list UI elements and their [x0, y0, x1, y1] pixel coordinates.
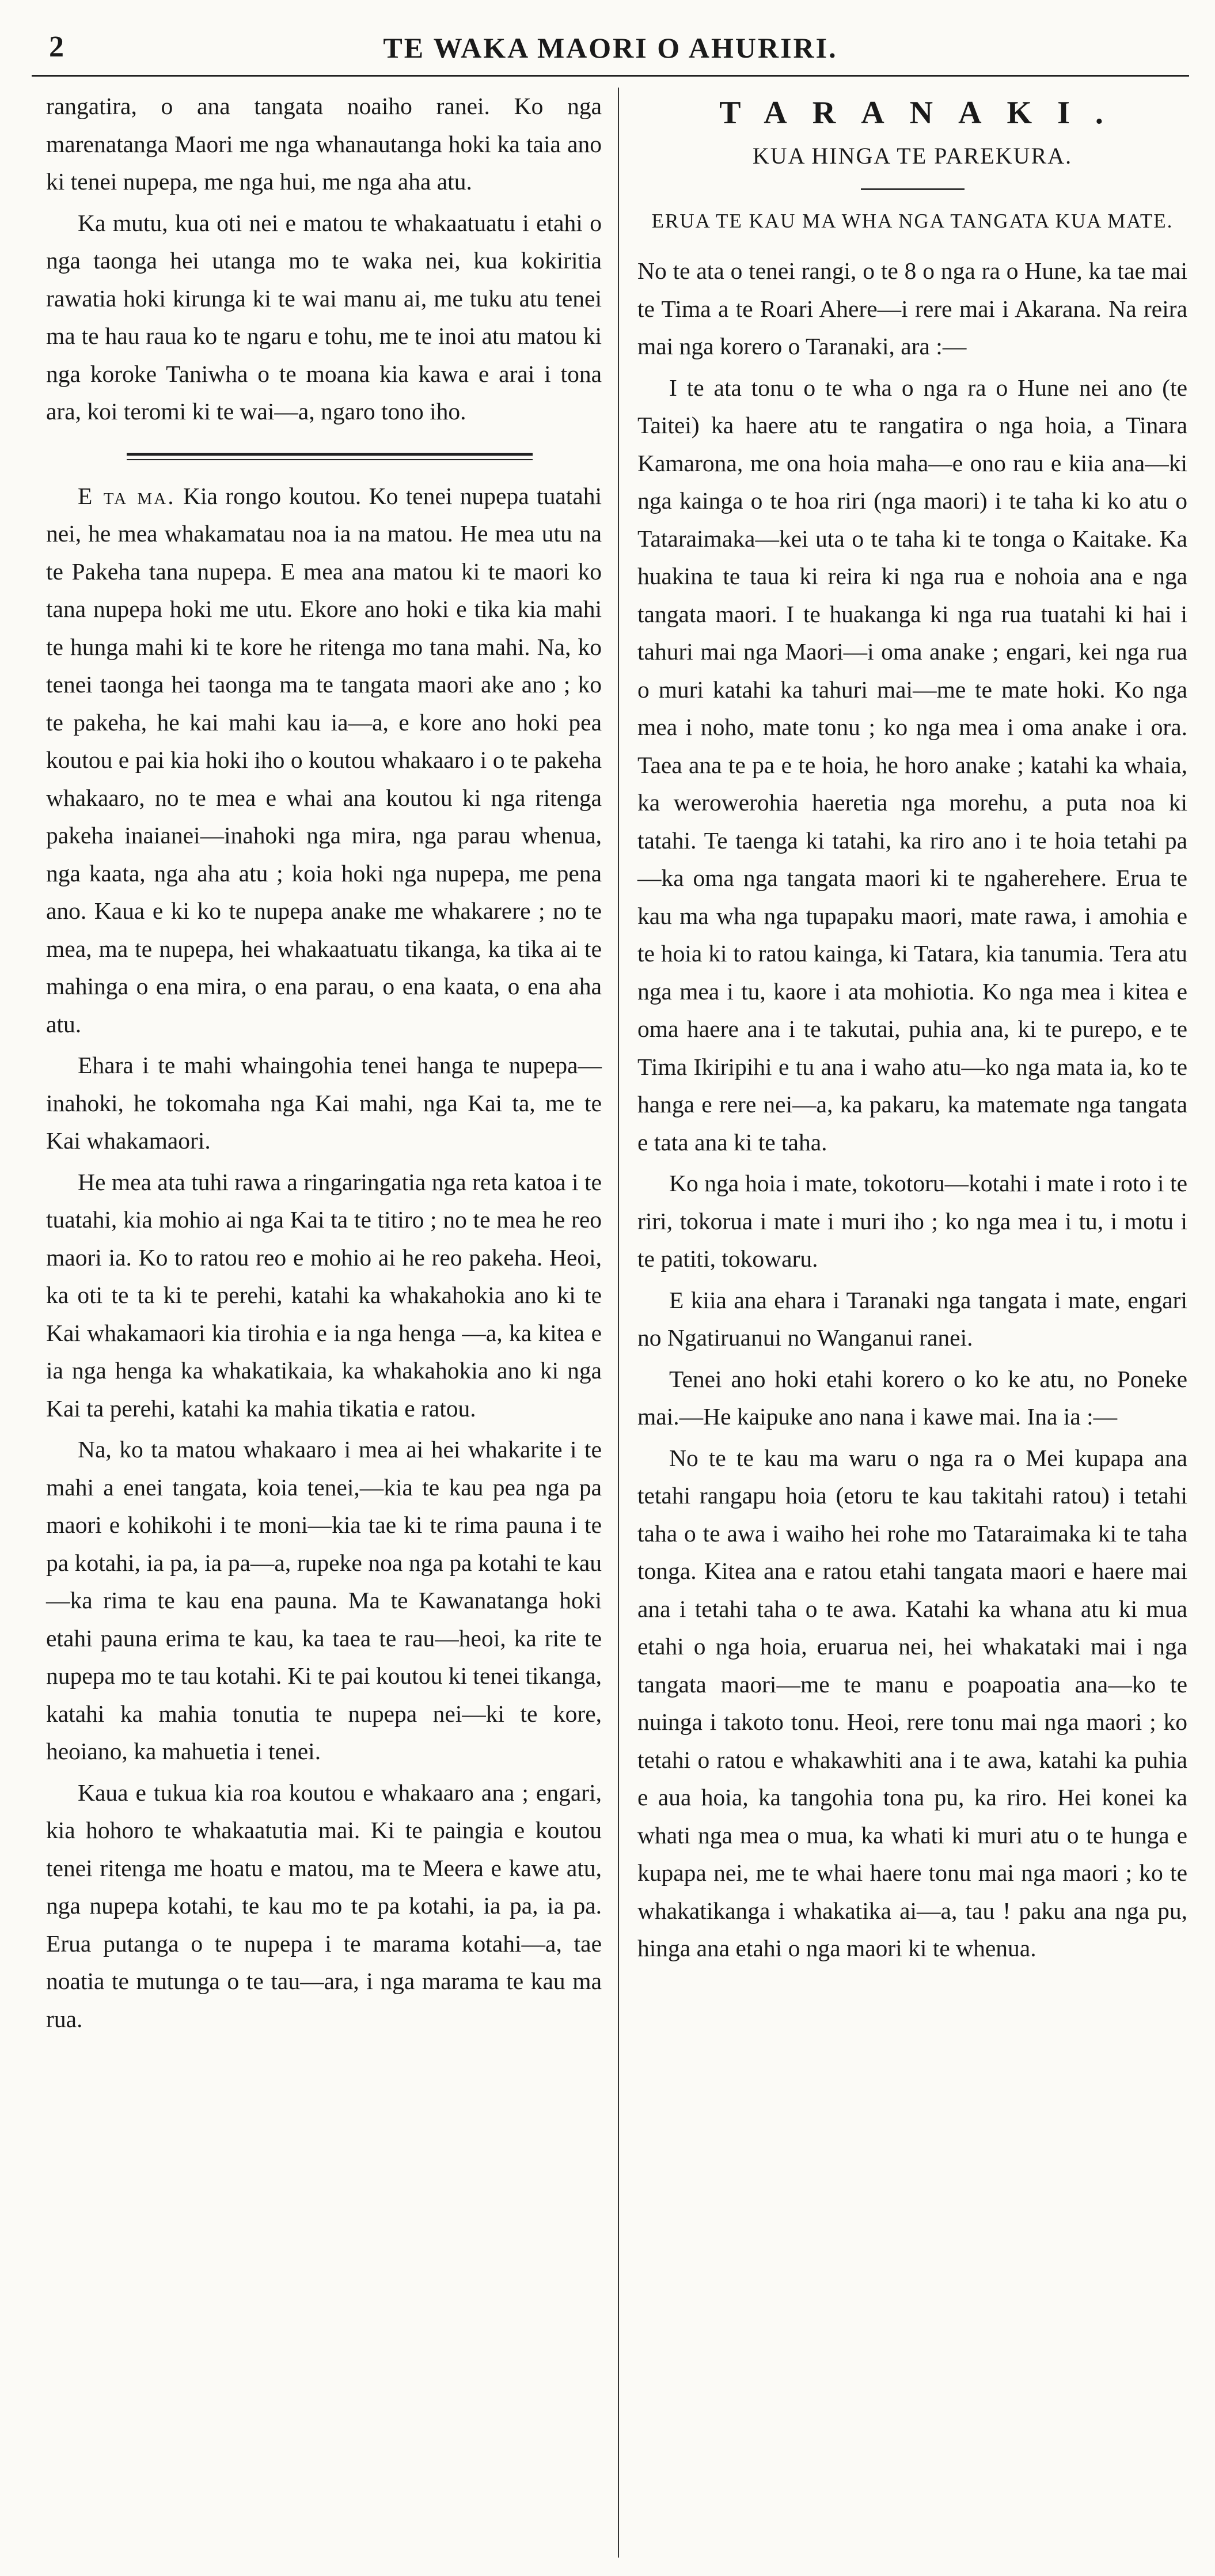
- newspaper-page: [32, 23, 1189, 2558]
- paragraph: Ka mutu, kua oti nei e matou te whakaatuatu i etahi o nga taonga hei utanga mo te waka nei, kua kokiritia rawatia hoki kirunga ki te wai manu ai, me tuku atu tenei ma te hau raua ko te ngaru e tohu, me te inoi atu matou ki nga koroke Taniwha o te moana kia kawa e arai i tona ara, koi teromi ki te wai—a, ngaro tono iho.: [46, 209, 602, 425]
- article-columns: [32, 88, 1189, 2558]
- paragraph: No te te kau ma waru o nga ra o Mei kupapa ana tetahi rangapu hoia (etoru te kau takitahi ratou) i tetahi taha o te awa i waiho hei rohe mo Tataraimaka ki te taha tonga. Kitea ana e ratou etahi tangata maori e haere mai ana i tetahi taha o te awa. Katahi ka whana atu ki mua etahi o nga hoia, eruarua nei, hei whakataki mai i nga tangata maori—me te manu e poapoatia ana—ko te nuinga i takoto tonu. Heoi, rere tonu mai nga maori ; ko tetahi o ratou e whakawhiti ana i te awa, katahi ka puhia e aua hoia, ka tangohia tona pu, ka riro. Hei konei ka whati nga mea o mua, ka whati ki muri atu o te hunga e kupapa nei, me te whai haere tonu mai nga maori ; ko te whakatikanga i whakatika ai—a, tau ! paku ana nga pu, hinga ana etahi o nga maori ki te whenua.: [637, 1444, 1187, 1961]
- left-column: [46, 88, 602, 2558]
- section-title: TARANAKI.: [719, 95, 1129, 131]
- newspaper-title: TE WAKA MAORI O AHURIRI.: [383, 32, 838, 64]
- paragraph: E kiia ana ehara i Taranaki nga tangata i mate, engari no Ngatiruanui no Wanganui ranei.: [637, 1286, 1187, 1351]
- section-divider: [127, 453, 533, 460]
- editorial-salutation: E ta ma.: [78, 482, 176, 509]
- right-column: [637, 88, 1187, 2558]
- headline-rule: [861, 188, 965, 190]
- paragraph: I te ata tonu o te wha o nga ra o Hune nei ano (te Taitei) ka haere atu te rangatira o nga hoia, a Tinara Kamarona, me ona hoia maha—e ono rau e kiia ana—ki nga kainga o te hoa riri (nga maori) i te taha ki ko atu o Tataraimaka—kei uta o te taha ki te tonga o Kaitake. Ka huakina te taua ki reira ki nga rua e nohoia ana e nga tangata maori. I te huakanga ki nga rua tuatahi ki hai i tahuri mai nga Maori—i oma anake ; engari, kei nga rua o muri katahi ka tahuri mai—me te mate hoki. Ko nga mea i noho, mate tonu ; ko nga mea i oma anake i ora. Taea ana te pa e te hoia, he horo anake ; katahi ka whaia, ka werowerohia haeretia nga morehu, a puta noa ki tatahi. Te taenga ki tatahi, ka riro ano i te hoia tetahi pa—ka oma nga tangata maori ki te ngaherehere. Erua te kau ma wha nga tupapaku maori, mate rawa, i amohia e te hoia ki to ratou kainga, ki Tatara, kia tanumia. Tera atu nga mea i tu, kaore i ata mohiotia. Ko nga mea i kitea e oma haere ana i te takutai, puhia ana, ki te purepo, e te Tima Ikiripihi e tu ana i waho atu—ko nga mata ia, ko te hanga e rere nei—a, ka pakaru, ka matemate nga tangata e tata ana ki te taha.: [637, 374, 1187, 1156]
- subheadline: ERUA TE KAU MA WHA NGA TANGATA KUA MATE.: [651, 210, 1174, 232]
- paragraph-editorial: [46, 478, 602, 1044]
- paragraph: He mea ata tuhi rawa a ringaringatia nga reta katoa i te tuatahi, kia mohio ai nga Kai ta te titiro ; no te mea he reo maori ia. Ko to ratou reo e mohio ai he reo pakeha. Heoi, ka oti te ta ki te perehi, katahi ka whakahokia ano ki te Kai whakamaori kia tirohia e ia nga henga —a, ka kitea e ia nga henga ka whakatikaia, ka whakahokia ano ki nga Kai ta perehi, katahi ka mahia tikatia e ratou.: [46, 1168, 602, 1422]
- paragraph: Na, ko ta matou whakaaro i mea ai hei whakarite i te mahi a enei tangata, koia tenei,—kia te kau pea nga pa maori e kohikohi i te moni—kia tae ki te rima pauna i te pa kotahi, ia pa, ia pa—a, rupeke noa nga pa kotahi te kau—ka rima te kau ena pauna. Ma te Kawanatanga hoki etahi pauna erima te kau, ka taea te rau—heoi, ka rite te nupepa mo te tau kotahi. Ki te pai koutou ki tenei tikanga, katahi ka mahia tonutia te nupepa nei—ki te kore, heoiano, ka mahuetia i tenei.: [46, 1436, 602, 1764]
- paragraph: Tenei ano hoki etahi korero o ko ke atu, no Poneke mai.—He kaipuke ano nana i kawe mai. Ina ia :—: [637, 1365, 1187, 1430]
- page-number: 2: [49, 31, 64, 63]
- paragraph: Ehara i te mahi whaingohia tenei hanga te nupepa—inahoki, he tokomaha nga Kai mahi, nga Kai ta, me te Kai whakamaori.: [46, 1052, 602, 1154]
- column-rule: [618, 88, 619, 2558]
- running-header: [32, 23, 1189, 77]
- paragraph: Ko nga hoia i mate, tokotoru—kotahi i mate i roto i te riri, tokorua i mate i muri iho ; ko nga mea i tu, i motu i te patiti, tokowaru.: [637, 1170, 1187, 1272]
- headline: KUA HINGA TE PAREKURA.: [752, 142, 1073, 169]
- paragraph: rangatira, o ana tangata noaiho ranei. Ko nga marenatanga Maori me nga whanautanga hoki ka taia ano ki tenei nupepa, me nga hui, me nga aha atu.: [46, 93, 602, 195]
- paragraph-text: Kia rongo koutou. Ko tenei nupepa tuatahi nei, he mea whakamatau noa ia na matou. He mea utu na te Pakeha tana nupepa. E mea ana matou ki te maori ko tana nupepa hoki me utu. Ekore ano hoki e tika kia mahi te hunga mahi ki te kore he ritenga mo tana mahi. Na, ko tenei taonga hei taonga ma te tangata maori ake ano ; ko te pakeha, he kai mahi kau ia—a, e kore ano hoki pea koutou e pai kia hoki iho o koutou whakaaro i o te pakeha whakaaro, no te mea e whai ana koutou ki nga ritenga pakeha inaianei—inahoki nga mira, nga parau whenua, nga kaata, nga aha atu ; koia hoki nga nupepa, me pena ano. Kaua e ki ko te nupepa anake me whakarere ; no te mea, ma te nupepa, hei whakaatuatu tikanga, ka tika ai te mahinga o ena mira, o ena parau, o ena kaata, o ena aha atu.: [46, 482, 602, 1037]
- paragraph: Kaua e tukua kia roa koutou e whakaaro ana ; engari, kia hohoro te whakaatutia mai. Ki te paingia e koutou tenei ritenga me hoatu e matou, ma te Meera e kawe atu, nga nupepa kotahi, te kau mo te pa kotahi, ia pa, ia pa. Erua putanga o te nupepa i te marama kotahi—a, tae noatia te mutunga o te tau—ara, i nga marama te kau ma rua.: [46, 1779, 602, 2032]
- paragraph: No te ata o tenei rangi, o te 8 o nga ra o Hune, ka tae mai te Tima a te Roari Ahere—i rere mai i Akarana. Na reira mai nga korero o Taranaki, ara :—: [637, 257, 1187, 359]
